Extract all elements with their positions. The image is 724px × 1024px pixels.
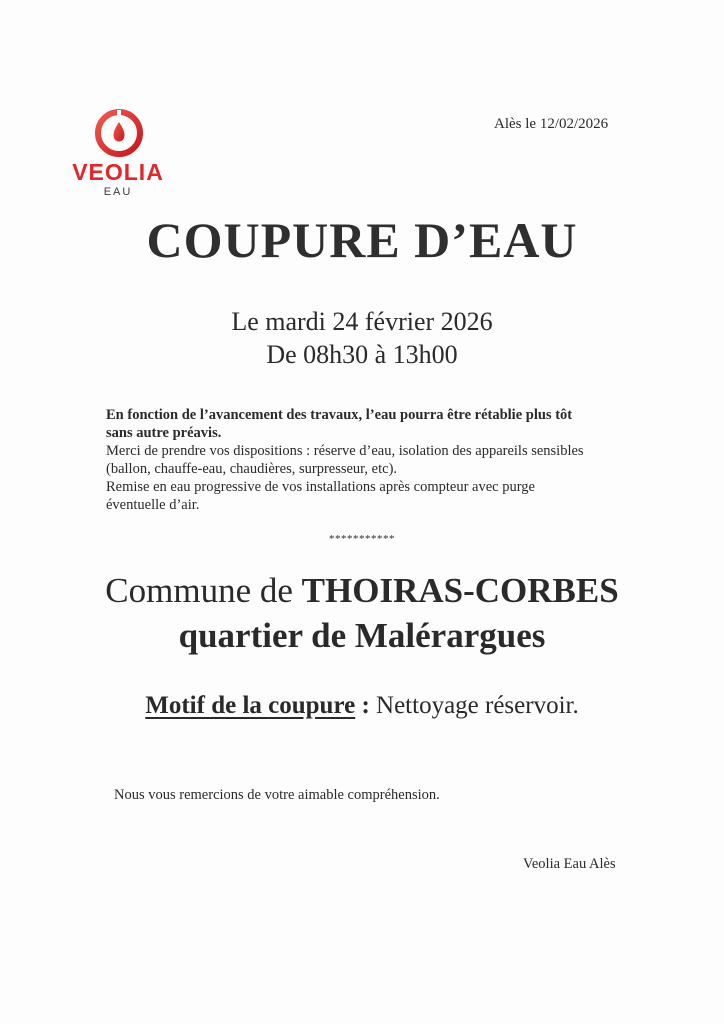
place-date: Alès le 12/02/2026 bbox=[494, 116, 609, 132]
notice-line-5: Remise en eau progressive de vos installations après compteur avec purge bbox=[106, 479, 535, 495]
schedule-block bbox=[0, 305, 724, 371]
veolia-logo bbox=[62, 108, 174, 200]
commune-line bbox=[0, 570, 724, 612]
separator-stars: *********** bbox=[329, 533, 395, 545]
notice-bold-line-1: En fonction de l’avancement des travaux, l’eau pourra être rétablie plus tôt bbox=[106, 407, 573, 423]
notice-bold-line-2: sans autre préavis. bbox=[106, 425, 222, 441]
quartier-line: quartier de Malérargues bbox=[178, 616, 546, 655]
notice-line-6: éventuelle d’air. bbox=[106, 497, 200, 513]
logo-brand-name: VEOLIA bbox=[72, 159, 164, 185]
notice-line-3: Merci de prendre vos dispositions : réserve d’eau, isolation des appareils sensibles bbox=[106, 443, 584, 459]
motif-separator: : bbox=[361, 692, 370, 719]
commune-name: THOIRAS-CORBES bbox=[301, 571, 619, 610]
closing-signature: Veolia Eau Alès bbox=[523, 856, 616, 872]
commune-prefix: Commune de bbox=[105, 571, 293, 610]
closing-thanks: Nous vous remercions de votre aimable compréhension. bbox=[114, 787, 440, 803]
page-title: COUPURE D’EAU bbox=[146, 212, 578, 268]
motif-label: Motif de la coupure bbox=[145, 692, 356, 719]
notice-text bbox=[106, 406, 646, 514]
schedule-date: Le mardi 24 février 2026 bbox=[231, 307, 493, 336]
logo-brand-sub: EAU bbox=[103, 186, 133, 198]
motif-line bbox=[0, 690, 724, 722]
motif-value: Nettoyage réservoir. bbox=[376, 692, 579, 719]
notice-line-4: (ballon, chauffe-eau, chaudières, surpresseur, etc). bbox=[106, 461, 398, 477]
veolia-logo-icon bbox=[94, 108, 144, 158]
schedule-hours: De 08h30 à 13h00 bbox=[266, 340, 458, 369]
